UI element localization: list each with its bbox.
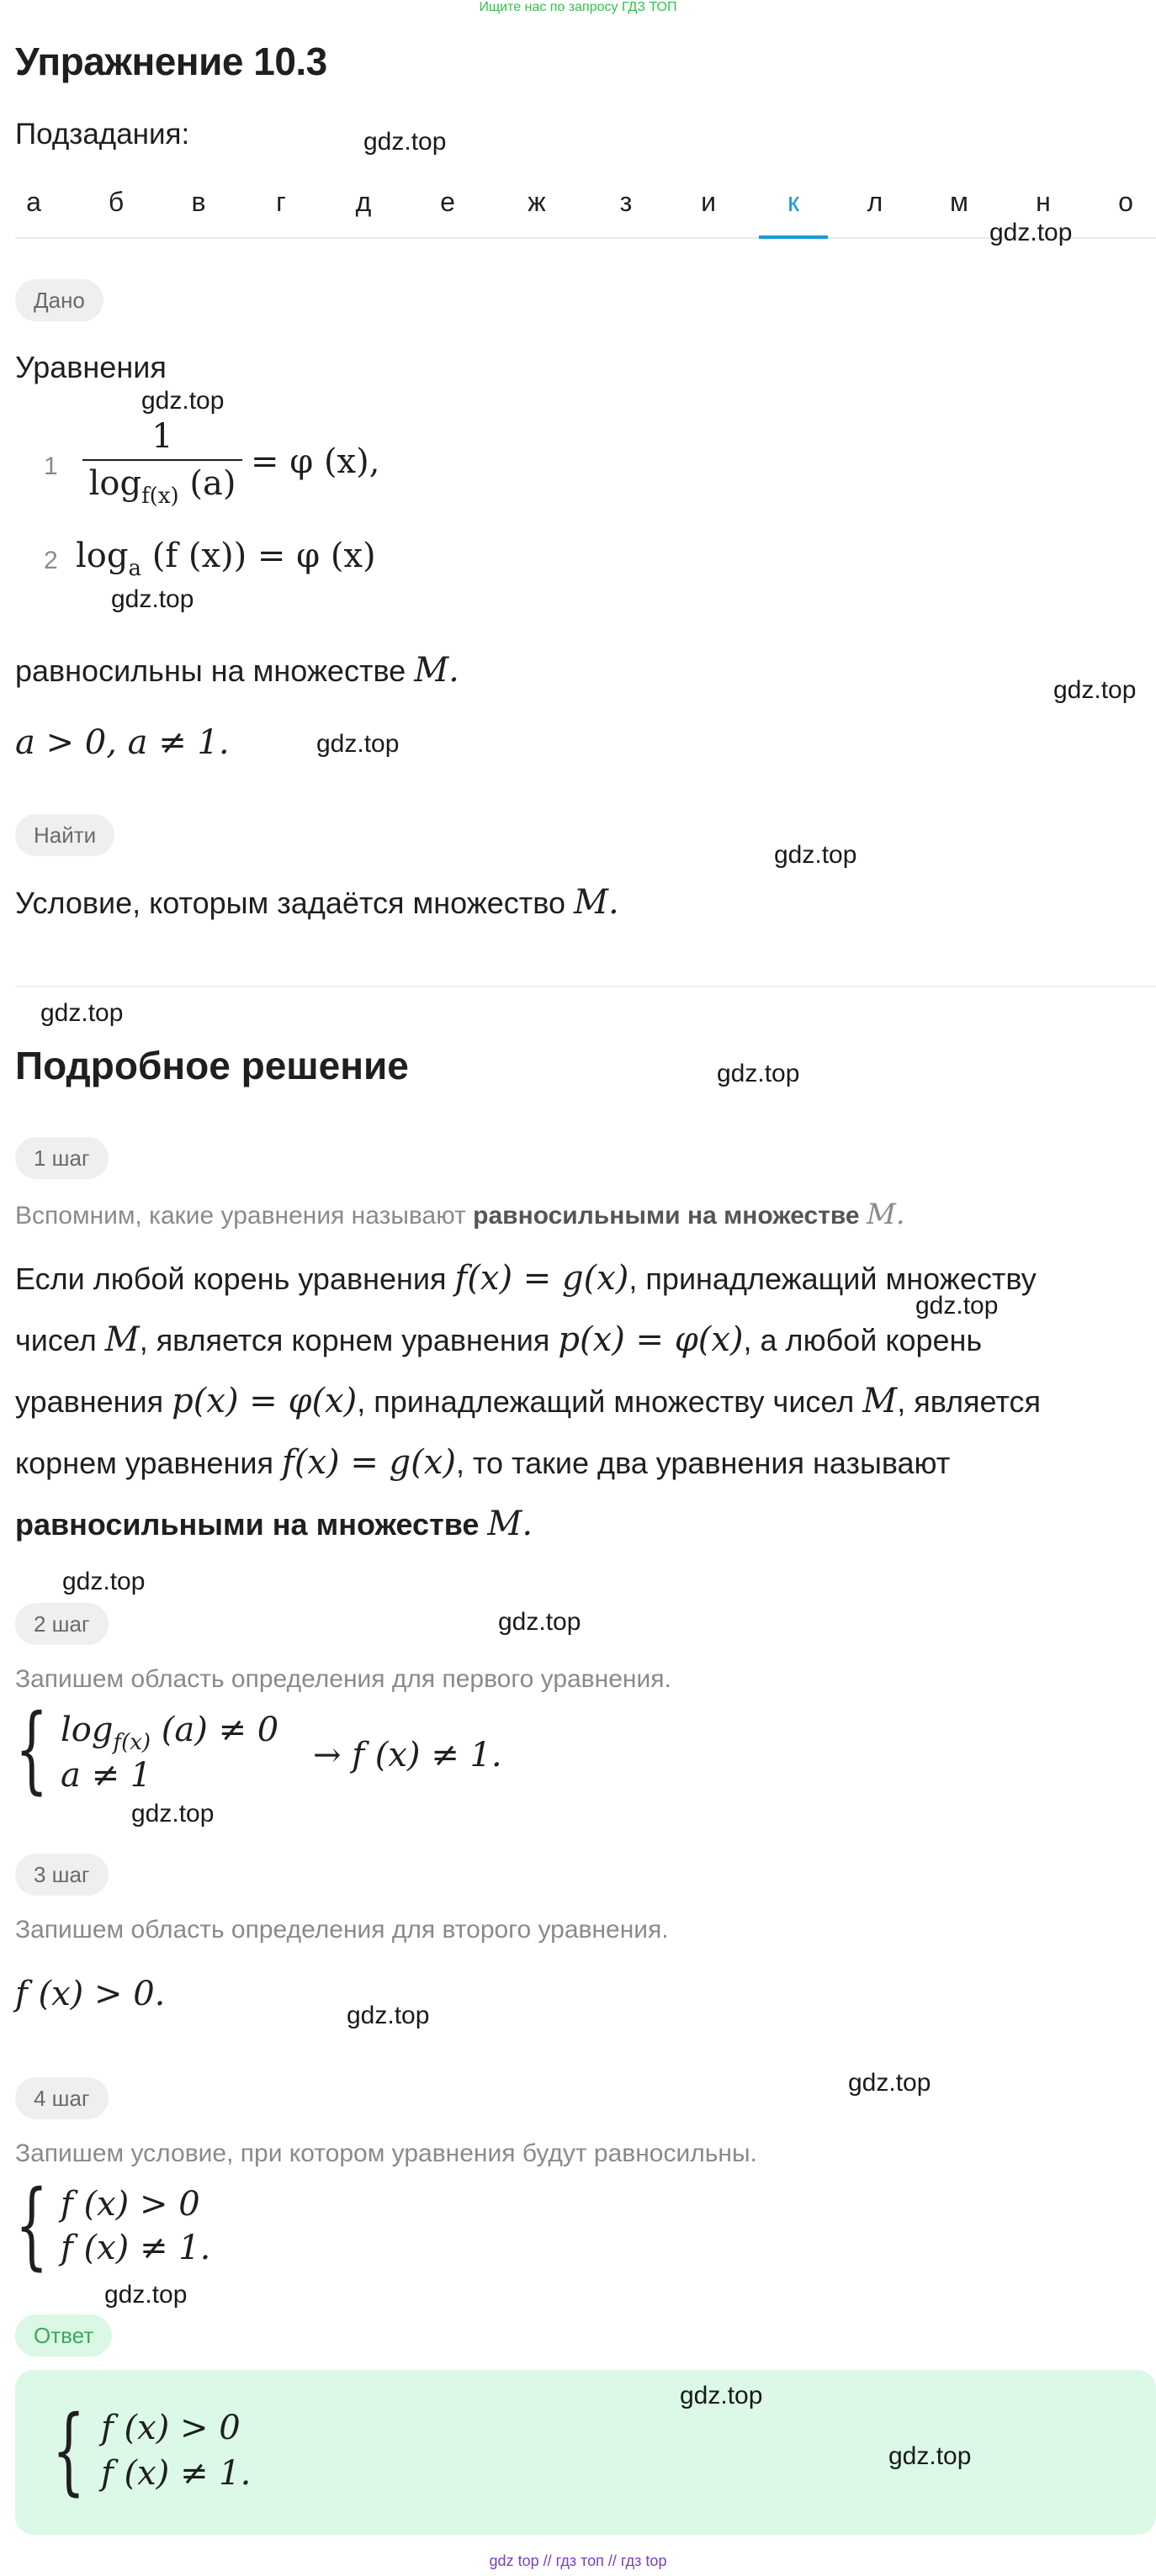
step-4-hint: Запишем условие, при котором уравнения будут равносильны. — [15, 2140, 757, 2167]
tab-n[interactable]: н — [1036, 187, 1051, 217]
given-condition: a > 0, a ≠ 1. — [15, 723, 230, 762]
step-2-sys-line-1 — [61, 1711, 278, 1755]
tab-b[interactable]: б — [108, 187, 125, 217]
step-1-hint — [15, 1198, 905, 1231]
log-text: log — [61, 1711, 114, 1749]
def-text: корнем уравнения — [15, 1446, 274, 1480]
watermark: gdz.top — [347, 2002, 430, 2029]
find-var: M. — [574, 883, 619, 922]
watermark: gdz.top — [131, 1800, 215, 1828]
given-badge: Дано — [15, 279, 103, 321]
def-math: M. — [487, 1505, 533, 1543]
def-text: , то такие два уравнения называют — [455, 1446, 951, 1480]
step-1-hint-var: M. — [866, 1198, 905, 1231]
step-2-hint: Запишем область определения для первого уравнения. — [15, 1665, 671, 1693]
equation-2-log-base: a — [128, 556, 141, 581]
def-math: p(x) = φ(x) — [172, 1382, 358, 1420]
equation-2-log: log — [76, 537, 129, 575]
step-2-result: → f (x) ≠ 1. — [313, 1736, 502, 1775]
def-text: уравнения — [15, 1384, 164, 1419]
step-1-badge: 1 шаг — [15, 1137, 109, 1179]
answer-sys-line-2: f (x) ≠ 1. — [101, 2454, 252, 2493]
watermark: gdz.top — [774, 841, 857, 869]
equation-number: 1 — [44, 452, 58, 480]
step-2-badge: 2 шаг — [15, 1603, 109, 1645]
tab-k[interactable]: к — [759, 187, 828, 239]
tab-a[interactable]: а — [26, 187, 41, 217]
def-text: , а любой корень — [743, 1323, 983, 1357]
equation-number: 2 — [44, 547, 58, 574]
step-3-badge: 3 шаг — [15, 1854, 109, 1896]
find-badge: Найти — [15, 814, 114, 856]
watermark: gdz.top — [104, 2281, 188, 2309]
def-text: , принадлежащий множеству — [628, 1262, 1037, 1296]
watermark: gdz.top — [141, 387, 225, 415]
watermark: gdz.top — [888, 2442, 972, 2470]
step-4-sys-line-1: f (x) > 0 — [61, 2185, 200, 2224]
tab-v[interactable]: в — [191, 187, 206, 217]
subtasks-label: Подзадания: — [15, 118, 190, 151]
step-3-result: f (x) > 0. — [15, 1975, 166, 2013]
equation-1-rhs: = φ (x), — [251, 442, 380, 481]
equation-1-fraction — [82, 417, 242, 509]
watermark: gdz.top — [1053, 676, 1137, 704]
equations-label: Уравнения — [15, 350, 167, 384]
tab-d[interactable]: д — [355, 187, 372, 217]
step-4-sys-line-2: f (x) ≠ 1. — [61, 2229, 211, 2267]
answer-box — [15, 2370, 1156, 2535]
watermark: gdz.top — [848, 2069, 931, 2097]
def-text: , является — [897, 1384, 1041, 1419]
watermark: gdz.top — [498, 1608, 581, 1636]
log-base: f(x) — [113, 1730, 151, 1755]
tab-m[interactable]: м — [950, 187, 968, 217]
step-1-hint-bold: равносильными на множестве — [473, 1202, 860, 1230]
def-text: , принадлежащий множеству чисел — [357, 1384, 855, 1419]
equation-1-log-base: f(x) — [141, 484, 179, 509]
def-math: p(x) = φ(x) — [558, 1320, 744, 1359]
def-text: Если любой корень уравнения — [15, 1262, 447, 1296]
def-math: M — [104, 1320, 140, 1359]
tab-i[interactable]: и — [701, 187, 716, 217]
def-math: f(x) = g(x) — [454, 1259, 629, 1298]
watermark: gdz.top — [363, 128, 447, 156]
footer-links[interactable]: gdz top // гдз топ // гдз top — [489, 2552, 667, 2569]
def-text: чисел — [15, 1323, 97, 1357]
watermark: gdz.top — [111, 585, 194, 613]
step-2-sys-line-2: a ≠ 1 — [61, 1756, 152, 1795]
tab-zh[interactable]: ж — [528, 187, 546, 217]
step-4-badge: 4 шаг — [15, 2077, 109, 2119]
step-3-hint: Запишем область определения для второго уравнения. — [15, 1916, 669, 1944]
tab-l[interactable]: л — [867, 187, 883, 217]
def-bold: равносильными на множестве — [15, 1507, 480, 1542]
watermark: gdz.top — [62, 1568, 146, 1595]
equivalence-var: M. — [414, 651, 459, 690]
solution-title: Подробное решение — [15, 1044, 409, 1087]
watermark: gdz.top — [717, 1060, 800, 1087]
system-brace: { — [52, 2396, 86, 2505]
equation-1-numerator: 1 — [151, 417, 173, 456]
watermark: gdz.top — [989, 219, 1073, 246]
find-statement: Условие, которым задаётся множество — [15, 886, 566, 920]
watermark: gdz.top — [316, 730, 400, 758]
tab-g[interactable]: г — [276, 187, 286, 217]
subtask-tabs — [15, 175, 1156, 239]
def-text: , является корнем уравнения — [139, 1323, 550, 1357]
top-banner: Ищите нас по запросу ГДЗ ТОП — [479, 0, 677, 14]
log-rest: (a) ≠ 0 — [151, 1711, 279, 1749]
def-math: M — [862, 1382, 898, 1420]
answer-sys-line-1: f (x) > 0 — [101, 2409, 241, 2447]
equation-1-log: log — [88, 464, 142, 503]
tab-z[interactable]: з — [619, 187, 633, 217]
watermark: gdz.top — [40, 999, 124, 1027]
equation-1-log-arg: (a) — [189, 464, 236, 503]
find-text — [15, 883, 619, 922]
system-brace: { — [15, 1695, 49, 1804]
section-divider — [15, 986, 1156, 987]
equation-2 — [76, 537, 376, 581]
watermark: gdz.top — [680, 2382, 763, 2409]
system-brace: { — [15, 2171, 49, 2280]
page-title: Упражнение 10.3 — [15, 40, 327, 83]
tab-o[interactable]: о — [1118, 187, 1133, 217]
def-math: f(x) = g(x) — [282, 1443, 456, 1482]
watermark: gdz.top — [915, 1292, 999, 1320]
equivalence-statement — [15, 651, 459, 690]
equivalence-text: равносильны на множестве — [15, 653, 406, 688]
step-1-hint-prefix: Вспомним, какие уравнения называют — [15, 1202, 466, 1230]
tab-e[interactable]: е — [440, 187, 455, 217]
equation-2-rest: (f (x)) = φ (x) — [141, 537, 376, 575]
answer-badge: Ответ — [15, 2314, 112, 2356]
